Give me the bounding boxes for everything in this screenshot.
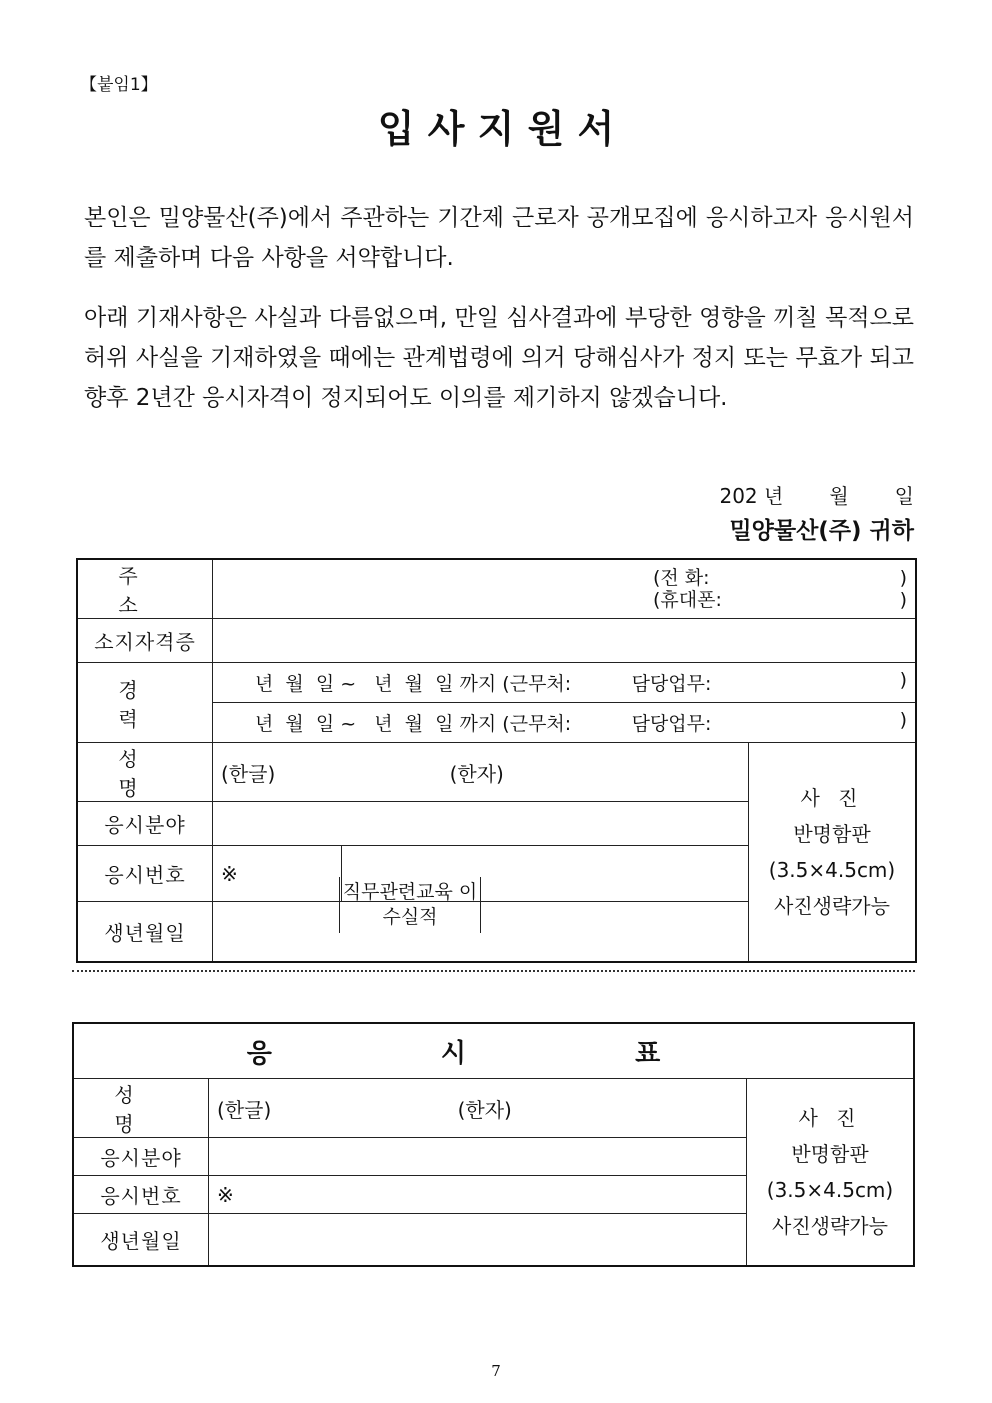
photo-text: 사 진 <box>798 1105 862 1130</box>
ticket-field-input[interactable] <box>209 1138 747 1176</box>
photo-text: 반명함판 <box>793 821 871 846</box>
pledge-paragraph-2: 아래 기재사항은 사실과 다름없으며, 만일 심사결과에 부당한 영향을 끼칠 목적으로 허위 사실을 기재하였을 때에는 관계법령에 의거 당해심사가 정지 또는 무효가 되고 향후 2년간 응시자격이 정지되어도 이의를 제기하지 않겠습니다. <box>84 305 914 411</box>
exam-number-label: 응시번호 <box>77 846 213 902</box>
hangul-label: (한글) <box>221 761 276 786</box>
career-text: 년 월 일 ~ 년 월 일 까지 (근무처: 담당업무: <box>255 713 712 735</box>
phone-label: (전 화: <box>653 567 710 589</box>
hanja-label: (한자) <box>457 1097 512 1122</box>
ticket-exam-number-field[interactable] <box>209 1176 747 1214</box>
name-field[interactable] <box>213 743 749 802</box>
career-row-1[interactable] <box>213 663 917 703</box>
training-label: 직무관련교육 이수실적 <box>339 877 481 933</box>
photo-text: 반명함판 <box>791 1141 869 1166</box>
date-year: 202 년 <box>719 484 784 508</box>
hanja-label: (한자) <box>449 761 504 786</box>
hangul-label: (한글) <box>217 1097 272 1122</box>
license-field[interactable] <box>213 619 917 663</box>
field-input[interactable] <box>213 802 749 846</box>
close-paren: ) <box>899 669 907 691</box>
exam-number-field[interactable] <box>213 846 478 928</box>
cut-line <box>72 970 915 972</box>
addressee: 밀양물산(주) 귀하 <box>729 518 914 544</box>
reference-mark: ※ <box>221 861 238 886</box>
photo-box[interactable] <box>749 743 917 962</box>
name-label: 성 명 <box>77 743 213 802</box>
mobile-label: (휴대폰: <box>653 589 722 611</box>
page-title: 입 사 지 원 서 <box>377 107 615 151</box>
birth-label: 생년월일 <box>77 902 213 962</box>
photo-text: 사진생략가능 <box>772 1213 888 1238</box>
ticket-header: 응 시 표 <box>73 1023 914 1079</box>
ticket-field-label: 응시분야 <box>73 1138 209 1176</box>
address-field[interactable] <box>213 559 917 619</box>
photo-text: 사 진 <box>800 785 864 810</box>
career-label: 경 력 <box>77 663 213 743</box>
date-day: 일 <box>894 484 914 508</box>
exam-ticket-table <box>72 1022 915 1267</box>
career-text: 년 월 일 ~ 년 월 일 까지 (근무처: 담당업무: <box>255 673 712 695</box>
close-paren: ) <box>899 589 907 611</box>
address-label: 주 소 <box>77 559 213 619</box>
ticket-name-label: 성 명 <box>73 1079 209 1138</box>
field-label: 응시분야 <box>77 802 213 846</box>
attachment-label: 【붙임1】 <box>80 75 158 95</box>
photo-text: 사진생략가능 <box>774 893 890 918</box>
pledge-paragraph-1: 본인은 밀양물산(주)에서 주관하는 기간제 근로자 공개모집에 응시하고자 응시원서를 제출하며 다음 사항을 서약합니다. <box>84 205 914 271</box>
ticket-name-field[interactable] <box>209 1079 747 1138</box>
ticket-exam-number-label: 응시번호 <box>73 1176 209 1214</box>
date-line <box>719 480 914 509</box>
ticket-photo-box[interactable] <box>747 1079 915 1266</box>
close-paren: ) <box>899 709 907 731</box>
page-number: 7 <box>491 1362 501 1380</box>
reference-mark: ※ <box>217 1182 234 1207</box>
license-label: 소지자격증 <box>77 619 213 663</box>
photo-text: (3.5×4.5cm) <box>766 1177 894 1202</box>
date-month: 월 <box>829 484 849 508</box>
application-form-table <box>76 558 917 963</box>
ticket-birth-label: 생년월일 <box>73 1214 209 1266</box>
ticket-birth-field[interactable] <box>209 1214 747 1266</box>
photo-text: (3.5×4.5cm) <box>768 857 896 882</box>
close-paren: ) <box>899 567 907 589</box>
career-row-2[interactable] <box>213 703 917 743</box>
